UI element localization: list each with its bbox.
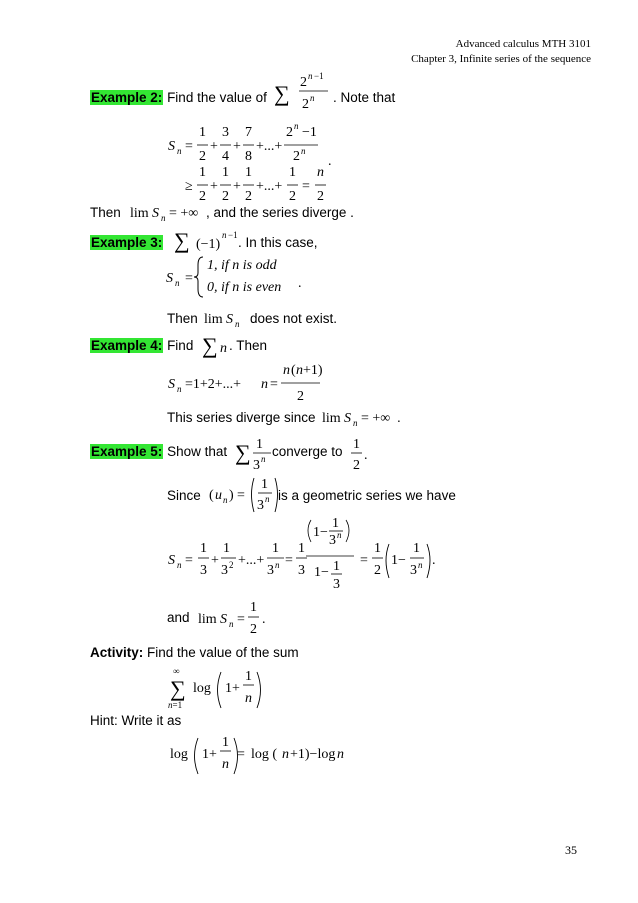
svg-text:3: 3 <box>410 563 417 578</box>
example-4-text: Find <box>167 338 194 353</box>
activity-label: Activity: <box>90 645 144 660</box>
svg-text:+1)−log: +1)−log <box>290 747 336 762</box>
svg-text:n: n <box>220 341 227 356</box>
case-even-text: 0, if n is even <box>207 280 282 295</box>
svg-text:S: S <box>168 553 175 568</box>
svg-text:n: n <box>308 71 313 81</box>
svg-text:−1: −1 <box>314 71 324 81</box>
example-3-then: Then <box>167 311 198 326</box>
svg-text:n: n <box>235 319 240 329</box>
svg-text:=: = <box>360 553 368 568</box>
example-3-case-even <box>207 280 281 296</box>
svg-text:3: 3 <box>257 498 264 513</box>
svg-text:log: log <box>193 681 211 696</box>
example-2-text-note: . Note that <box>333 90 396 105</box>
svg-text:n: n <box>282 747 289 762</box>
svg-text:2: 2 <box>374 563 381 578</box>
svg-text:1: 1 <box>199 125 206 140</box>
svg-text:n: n <box>265 494 270 504</box>
example-3-eq-brace <box>183 253 207 301</box>
svg-text:1: 1 <box>256 437 263 452</box>
svg-text:n: n <box>229 619 234 629</box>
svg-text:−1: −1 <box>302 125 317 140</box>
page-number: 35 <box>565 843 577 857</box>
svg-text:n: n <box>161 213 166 223</box>
activity-text: Find the value of the sum <box>147 645 299 660</box>
svg-text:2: 2 <box>353 458 360 473</box>
svg-text:(: ( <box>291 363 296 378</box>
svg-text:2: 2 <box>286 125 293 140</box>
example-3-no-limit: does not exist. <box>250 311 338 326</box>
svg-text:+...+: +...+ <box>256 139 283 154</box>
example-2-line <box>90 90 267 105</box>
svg-text:+: + <box>210 179 218 194</box>
svg-text:1−: 1− <box>314 565 329 580</box>
svg-text:1: 1 <box>245 165 252 180</box>
svg-text:S: S <box>168 377 175 392</box>
example-4-limit <box>320 406 400 428</box>
example-2-label: Example 2: <box>91 90 163 105</box>
svg-text:1: 1 <box>199 165 206 180</box>
svg-text:1: 1 <box>200 541 207 556</box>
svg-text:2: 2 <box>300 75 307 90</box>
svg-text:3: 3 <box>221 563 228 578</box>
svg-text:4: 4 <box>222 149 229 164</box>
activity-hint-formula <box>165 730 365 778</box>
example-3-limit <box>202 307 246 329</box>
example-4-label: Example 4: <box>91 338 163 353</box>
svg-text:n=1: n=1 <box>168 700 183 710</box>
svg-text:.: . <box>432 553 436 568</box>
svg-text:=: = <box>237 488 245 503</box>
svg-text:=1+2+...+: =1+2+...+ <box>185 377 242 392</box>
activity-hint: Hint: Write it as <box>90 713 182 728</box>
svg-text:1: 1 <box>413 541 420 556</box>
example-3-series <box>172 222 240 252</box>
example-5-text: Show that <box>167 444 228 459</box>
svg-text:2: 2 <box>222 189 229 204</box>
example-5-label: Example 5: <box>91 444 163 459</box>
svg-text:3: 3 <box>267 563 274 578</box>
example-3-dot: . <box>298 276 302 291</box>
svg-text:1+: 1+ <box>225 681 240 696</box>
example-3-text: . In this case, <box>238 235 318 250</box>
svg-text:+: + <box>211 553 219 568</box>
svg-text:n: n <box>353 418 358 428</box>
example-2-conclusion <box>90 205 121 220</box>
svg-text:3: 3 <box>222 125 229 140</box>
example-5-limit <box>196 596 276 640</box>
svg-text:n: n <box>301 146 306 156</box>
example-5-geometric: is a geometric series we have <box>278 488 456 503</box>
svg-text:n: n <box>294 121 299 131</box>
svg-text:n: n <box>175 278 180 288</box>
svg-text:=: = <box>237 612 245 627</box>
svg-text:1: 1 <box>289 165 296 180</box>
svg-text:1: 1 <box>272 541 279 556</box>
example-2-sum-formula <box>160 120 360 204</box>
svg-text:(−1): (−1) <box>196 237 221 252</box>
example-5-since: Since <box>167 488 201 503</box>
svg-text:2: 2 <box>199 189 206 204</box>
svg-text:2: 2 <box>289 189 296 204</box>
svg-text:n: n <box>283 363 290 378</box>
svg-text:1: 1 <box>222 165 229 180</box>
svg-text:.: . <box>328 154 332 169</box>
svg-text:=: = <box>302 179 310 194</box>
svg-text:n: n <box>337 747 344 762</box>
example-2-limit <box>128 201 208 223</box>
svg-text:=: = <box>185 553 193 568</box>
svg-text:n: n <box>418 560 423 570</box>
svg-text:7: 7 <box>245 125 252 140</box>
activity-line <box>90 645 299 660</box>
example-5-converge: converge to <box>272 444 343 459</box>
example-4-conclusion: This series diverge since <box>167 410 316 425</box>
example-5-limit-value <box>350 432 374 474</box>
svg-text:2: 2 <box>199 149 206 164</box>
example-3-label: Example 3: <box>91 235 163 250</box>
svg-text:1: 1 <box>353 437 360 452</box>
svg-text:.: . <box>262 612 266 627</box>
svg-text:(: ( <box>209 488 214 503</box>
svg-text:∑: ∑ <box>170 676 186 701</box>
example-2-diverge-text: , and the series diverge . <box>206 205 354 220</box>
example-3-sn-brace <box>160 253 184 301</box>
svg-text:=: = <box>185 139 193 154</box>
svg-text:S: S <box>168 139 175 154</box>
svg-text:lim: lim <box>130 206 149 221</box>
example-5-and: and <box>167 610 190 625</box>
svg-text:1: 1 <box>333 559 340 574</box>
svg-text:2: 2 <box>250 622 257 637</box>
svg-text:3: 3 <box>253 458 260 473</box>
example-4-then: . Then <box>229 338 268 353</box>
svg-text:n: n <box>310 93 315 103</box>
svg-text:≥: ≥ <box>185 179 193 194</box>
svg-text:n: n <box>245 691 252 706</box>
example-2-text: Find the value of <box>167 90 267 105</box>
svg-text:u: u <box>215 488 222 503</box>
svg-text:): ) <box>229 488 234 503</box>
svg-text:∑: ∑ <box>235 440 251 465</box>
svg-text:=: = <box>237 747 245 762</box>
svg-text:n: n <box>177 560 182 570</box>
svg-text:∑: ∑ <box>174 228 190 253</box>
svg-text:1: 1 <box>298 541 305 556</box>
case-odd-text: 1, if n is odd <box>207 258 277 273</box>
svg-text:=: = <box>270 377 278 392</box>
example-4-line <box>90 338 193 353</box>
svg-text:n: n <box>222 757 229 772</box>
svg-text:n: n <box>177 384 182 394</box>
example-4-dot: . <box>397 410 401 425</box>
svg-text:3: 3 <box>333 577 340 592</box>
svg-text:1: 1 <box>332 516 339 531</box>
svg-text:+1): +1) <box>303 363 323 378</box>
svg-text:n: n <box>317 165 324 180</box>
svg-text:n: n <box>261 454 266 464</box>
svg-text:n: n <box>177 146 182 156</box>
svg-text:1: 1 <box>222 735 229 750</box>
svg-text:+...+: +...+ <box>256 179 283 194</box>
svg-text:= +∞: = +∞ <box>169 206 199 221</box>
svg-text:+: + <box>233 179 241 194</box>
svg-text:S: S <box>166 271 173 286</box>
example-5-line <box>90 444 227 459</box>
svg-text:1: 1 <box>261 477 268 492</box>
svg-text:3: 3 <box>200 563 207 578</box>
svg-text:S: S <box>220 612 227 627</box>
svg-text:2: 2 <box>302 97 309 112</box>
svg-text:lim: lim <box>198 612 217 627</box>
svg-text:3: 3 <box>298 563 305 578</box>
svg-text:+: + <box>233 139 241 154</box>
svg-text:∑: ∑ <box>274 81 290 106</box>
example-3-line <box>90 235 163 250</box>
svg-text:1−: 1− <box>391 553 406 568</box>
svg-text:1+: 1+ <box>202 747 217 762</box>
svg-text:2: 2 <box>229 560 234 570</box>
example-5-sequence <box>207 472 279 518</box>
svg-text:2: 2 <box>317 189 324 204</box>
svg-text:1: 1 <box>374 541 381 556</box>
svg-text:1−: 1− <box>313 525 328 540</box>
svg-text:+...+: +...+ <box>238 553 265 568</box>
svg-text:1: 1 <box>223 541 230 556</box>
activity-sum <box>165 664 275 712</box>
svg-text:lim: lim <box>322 411 341 426</box>
svg-text:1: 1 <box>245 669 252 684</box>
header-course: Advanced calculus MTH 3101 <box>455 38 591 50</box>
svg-text:S: S <box>226 312 233 327</box>
example-3-case-odd <box>207 258 277 274</box>
svg-text:lim: lim <box>204 312 223 327</box>
svg-text:n: n <box>296 363 303 378</box>
svg-text:=: = <box>185 271 193 286</box>
svg-text:= +∞: = +∞ <box>361 411 391 426</box>
example-5-series <box>233 432 273 474</box>
svg-text:+: + <box>210 139 218 154</box>
svg-text:2: 2 <box>293 149 300 164</box>
svg-text:1: 1 <box>250 600 257 615</box>
svg-text:log (: log ( <box>251 747 278 762</box>
svg-text:n: n <box>223 495 228 505</box>
svg-text:log: log <box>170 747 188 762</box>
svg-text:∞: ∞ <box>173 666 180 676</box>
header-chapter: Chapter 3, Infinite series of the sequence <box>411 53 591 65</box>
svg-text:3: 3 <box>329 533 336 548</box>
example-2-series <box>272 68 332 118</box>
example-5-sum-formula <box>160 516 440 600</box>
example-4-sum-formula <box>160 360 323 406</box>
example-2-then: Then <box>90 205 121 220</box>
svg-text:n: n <box>275 560 280 570</box>
svg-text:n: n <box>222 230 227 240</box>
svg-text:n: n <box>337 530 342 540</box>
svg-text:=: = <box>285 553 293 568</box>
svg-text:.: . <box>364 448 368 463</box>
svg-text:S: S <box>152 206 159 221</box>
svg-text:n: n <box>261 377 268 392</box>
svg-text:2: 2 <box>297 389 304 404</box>
svg-text:∑: ∑ <box>202 333 218 358</box>
svg-text:8: 8 <box>245 149 252 164</box>
svg-text:−1: −1 <box>228 230 238 240</box>
svg-text:S: S <box>344 411 351 426</box>
svg-text:2: 2 <box>245 189 252 204</box>
